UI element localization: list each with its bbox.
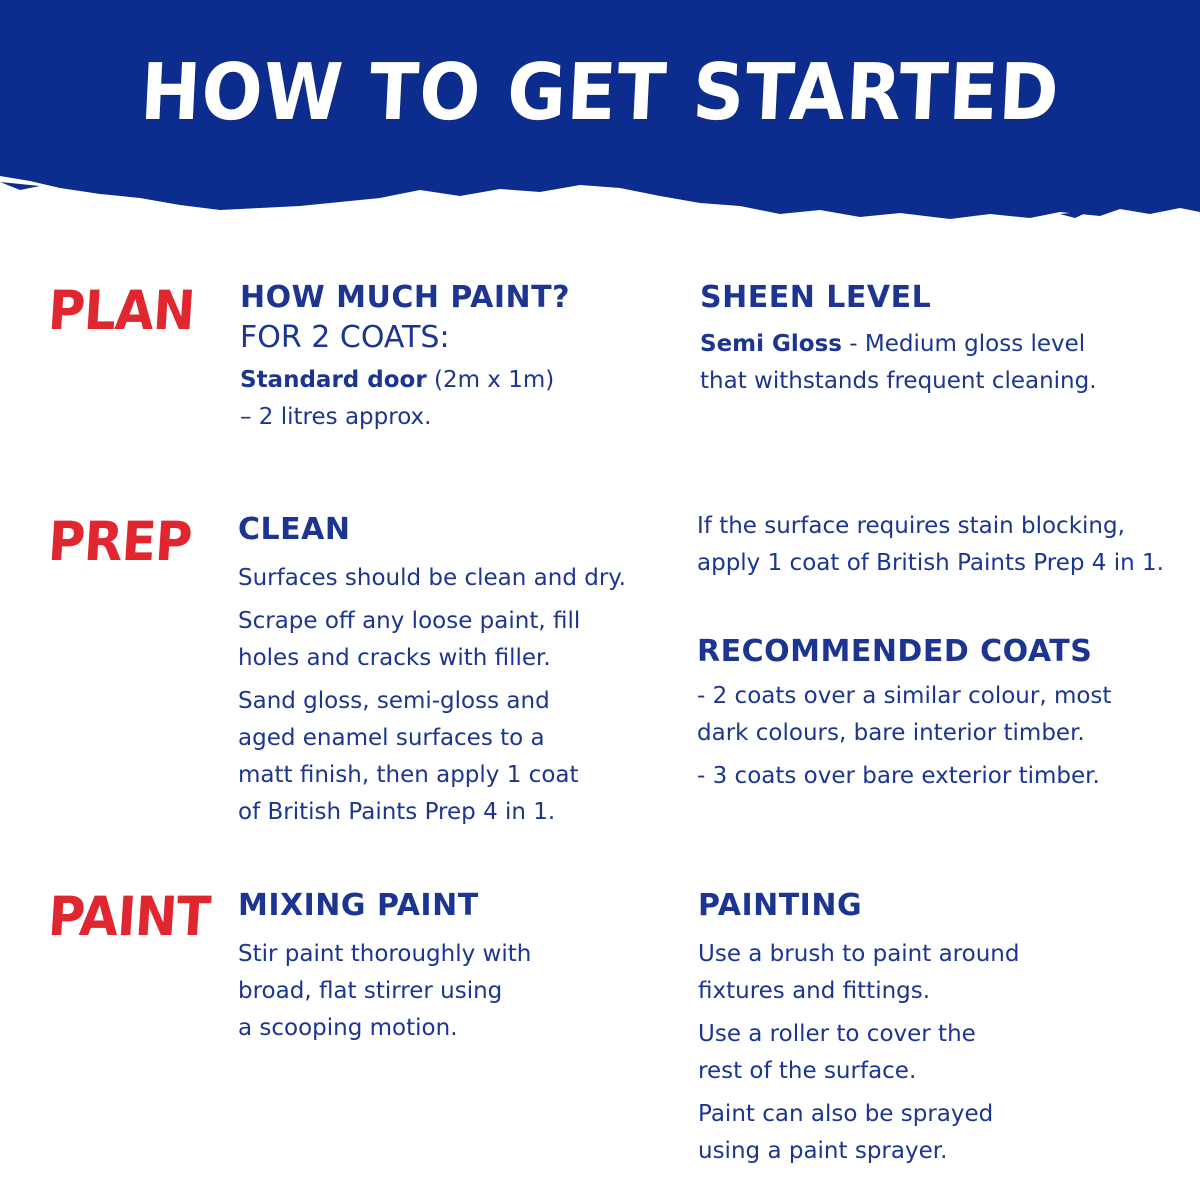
standard-door-label: Standard door — [240, 367, 427, 393]
clean-p1: Surfaces should be clean and dry. — [238, 565, 626, 591]
prep-right-column — [697, 508, 1192, 795]
paint-right-column — [698, 888, 1188, 1170]
clean-p3-l1: Sand gloss, semi-gloss and — [238, 688, 550, 714]
for-coats-subheading: FOR 2 COATS: — [240, 320, 450, 355]
clean-p3-l2: aged enamel surfaces to a — [238, 725, 545, 751]
door-size: (2m x 1m) — [426, 367, 555, 393]
standard-door-line — [240, 362, 670, 399]
painting-p2-l1: Use a roller to cover the — [698, 1021, 976, 1047]
mixing-paint-heading: MIXING PAINT — [238, 888, 479, 923]
paint-left-column — [238, 888, 678, 1047]
step-label-plan: PLAN — [46, 279, 197, 342]
coats-p1-l1: - 2 coats over a similar colour, most — [697, 683, 1112, 709]
step-label-prep: PREP — [46, 510, 194, 573]
mixing-l1: Stir paint thoroughly with — [238, 941, 532, 967]
page-title: HOW TO GET STARTED — [138, 48, 1062, 138]
clean-p2-l1: Scrape off any loose paint, fill — [238, 608, 581, 634]
coats-p1-l2: dark colours, bare interior timber. — [697, 720, 1085, 746]
sheen-desc-line2: that withstands frequent cleaning. — [700, 368, 1097, 394]
semi-gloss-desc: - Medium gloss level — [841, 331, 1086, 357]
painting-p3-l2: using a paint sprayer. — [698, 1138, 948, 1164]
coats-p2: - 3 coats over bare exterior timber. — [697, 763, 1100, 789]
clean-p3-l4: of British Paints Prep 4 in 1. — [238, 799, 556, 825]
clean-p2-l2: holes and cracks with filler. — [238, 645, 551, 671]
clean-heading: CLEAN — [238, 512, 351, 547]
painting-p2-l2: rest of the surface. — [698, 1058, 917, 1084]
semi-gloss-line — [700, 326, 1180, 363]
sheen-level-heading: SHEEN LEVEL — [700, 280, 932, 315]
painting-p1-l1: Use a brush to paint around — [698, 941, 1020, 967]
painting-p3-l1: Paint can also be sprayed — [698, 1101, 994, 1127]
painting-heading: PAINTING — [698, 888, 863, 923]
recommended-coats-heading: RECOMMENDED COATS — [697, 634, 1093, 669]
prep-left-column — [238, 512, 678, 831]
semi-gloss-label: Semi Gloss — [700, 331, 842, 357]
plan-left-column — [240, 280, 670, 436]
step-label-paint: PAINT — [46, 885, 212, 948]
stain-blocking-l1: If the surface requires stain blocking, — [697, 513, 1125, 539]
clean-p3-l3: matt finish, then apply 1 coat — [238, 762, 579, 788]
mixing-l3: a scooping motion. — [238, 1015, 458, 1041]
painting-p1-l2: fixtures and fittings. — [698, 978, 931, 1004]
litres-line: – 2 litres approx. — [240, 404, 432, 430]
stain-blocking-l2: apply 1 coat of British Paints Prep 4 in 1. — [697, 550, 1164, 576]
how-much-paint-heading: HOW MUCH PAINT? — [240, 280, 571, 315]
mixing-l2: broad, flat stirrer using — [238, 978, 503, 1004]
plan-right-column — [700, 280, 1180, 400]
